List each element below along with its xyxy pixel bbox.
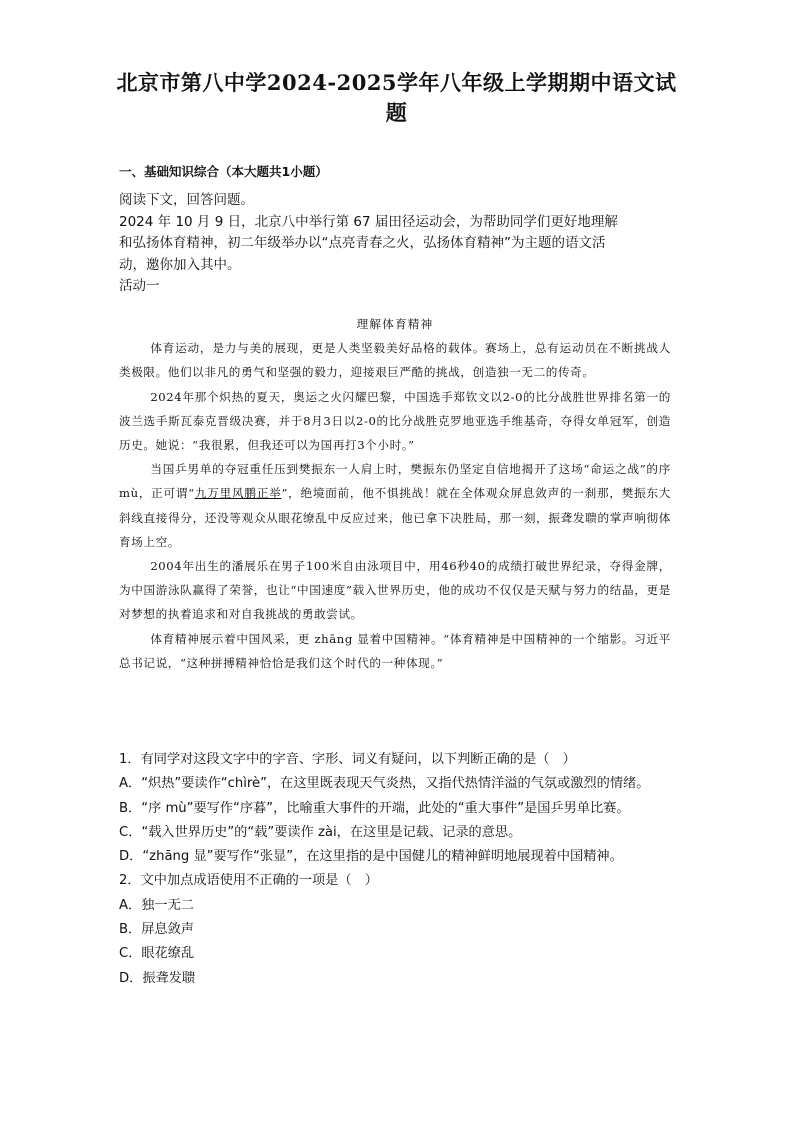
paragraph-3-part-b: ”，绝境面前，他不惧挑战！就在全体观众屏息敛声的一刹那，樊振东大斜线直接得分，还没等观众从眼花缭乱中反应过来，他已拿下决胜局，那一刻，振聋发聩的掌声响彻体育场上空。 bbox=[119, 486, 671, 549]
passage-paragraph-2: 2024年那个炽热的夏天，奥运之火闪耀巴黎，中国选手郑钦文以2-0的比分战胜世界排名第一的波兰选手斯瓦泰克晋级决赛，并于8月3日以2-0的比分战胜克罗地亚选手维基奇，夺得女单冠军，创造历史。她说：“我很累，但我还可以为国再打3个小时。” bbox=[119, 389, 671, 453]
question-2-option-d: D．振聋发聩 bbox=[119, 970, 196, 986]
underlined-idiom: 九万里风鹏正举 bbox=[194, 486, 282, 501]
title-line-1: 北京市第八中学2024-2025学年八年级上学期期中语文试 bbox=[116, 70, 677, 95]
intro-line-1: 2024 年 10 月 9 日，北京八中举行第 67 届田径运动会，为帮助同学们更好地理解 bbox=[119, 213, 618, 230]
intro-line-3: 动，邀你加入其中。 bbox=[119, 256, 241, 273]
intro-line-2: 和弘扬体育精神，初二年级举办以“点亮青春之火，弘扬体育精神”为主题的语文活 bbox=[119, 235, 606, 251]
reading-passage bbox=[119, 312, 671, 675]
passage-paragraph-5: 体育精神展示着中国风采，更 zhāng 显着中国精神。“体育精神是中国精神的一个缩影。习近平总书记说，“这种拼搏精神恰恰是我们这个时代的一种体现。” bbox=[119, 631, 671, 670]
passage-paragraph-1: 体育运动，是力与美的展现，更是人类坚毅美好品格的载体。赛场上，总有运动员在不断挑战人类极限。他们以非凡的勇气和坚强的毅力，迎接艰巨严酷的挑战，创造独一无二的传奇。 bbox=[119, 341, 671, 380]
passage-paragraph-4: 2004年出生的潘展乐在男子100米自由泳项目中，用46秒40的成绩打破世界纪录，夺得金牌，为中国游泳队赢得了荣誉，也让“中国速度”载入世界历史，他的成功不仅仅是天赋与努力的结晶，更是对梦想的执着追求和对自我挑战的勇敢尝试。 bbox=[119, 559, 671, 622]
section-heading: 一、基础知识综合（本大题共1小题） bbox=[119, 164, 328, 179]
passage-title: 理解体育精神 bbox=[356, 317, 434, 331]
activity-label: 活动一 bbox=[119, 278, 160, 294]
instruction-text: 阅读下文，回答问题。 bbox=[119, 192, 254, 208]
intro-block bbox=[119, 190, 689, 298]
title-line-2: 题 bbox=[385, 100, 408, 125]
question-1-option-d: D．“zhāng 显”要写作“张显”，在这里指的是中国健儿的精神鲜明地展现着中国精神。 bbox=[119, 849, 623, 865]
question-1-stem: 1．有同学对这段文字中的字音、字形、词义有疑问，以下判断正确的是（ ） bbox=[119, 752, 576, 767]
question-1-option-c: C．“载入世界历史”的“载”要读作 zài，在这里是记载、记录的意思。 bbox=[119, 824, 522, 840]
question-2-option-a: A．独一无二 bbox=[119, 897, 194, 913]
paragraph-3-part-a: 当国乒男单的夺冠重任压到樊振东一人肩上时，樊振东仍坚定自信地揭开了这场“命运之战”的序 mù，正可谓“ bbox=[119, 462, 671, 501]
question-2-option-c: C．眼花缭乱 bbox=[119, 946, 195, 962]
question-2-stem: 2．文中加点成语使用不正确的一项是（ ） bbox=[119, 873, 378, 889]
question-2-option-b: B．屏息敛声 bbox=[119, 922, 194, 938]
question-1-option-a: A．“炽热”要读作“chìrè”，在这里既表现天气炎热，又指代热情洋溢的气氛或激烈的情绪。 bbox=[119, 776, 650, 792]
page-title bbox=[100, 68, 693, 128]
question-1-option-b: B．“序 mù”要写作“序暮”，比喻重大事件的开端，此处的“重大事件”是国乒男单比赛。 bbox=[119, 800, 630, 816]
questions-block bbox=[119, 748, 689, 991]
passage-paragraph-3 bbox=[119, 457, 671, 554]
